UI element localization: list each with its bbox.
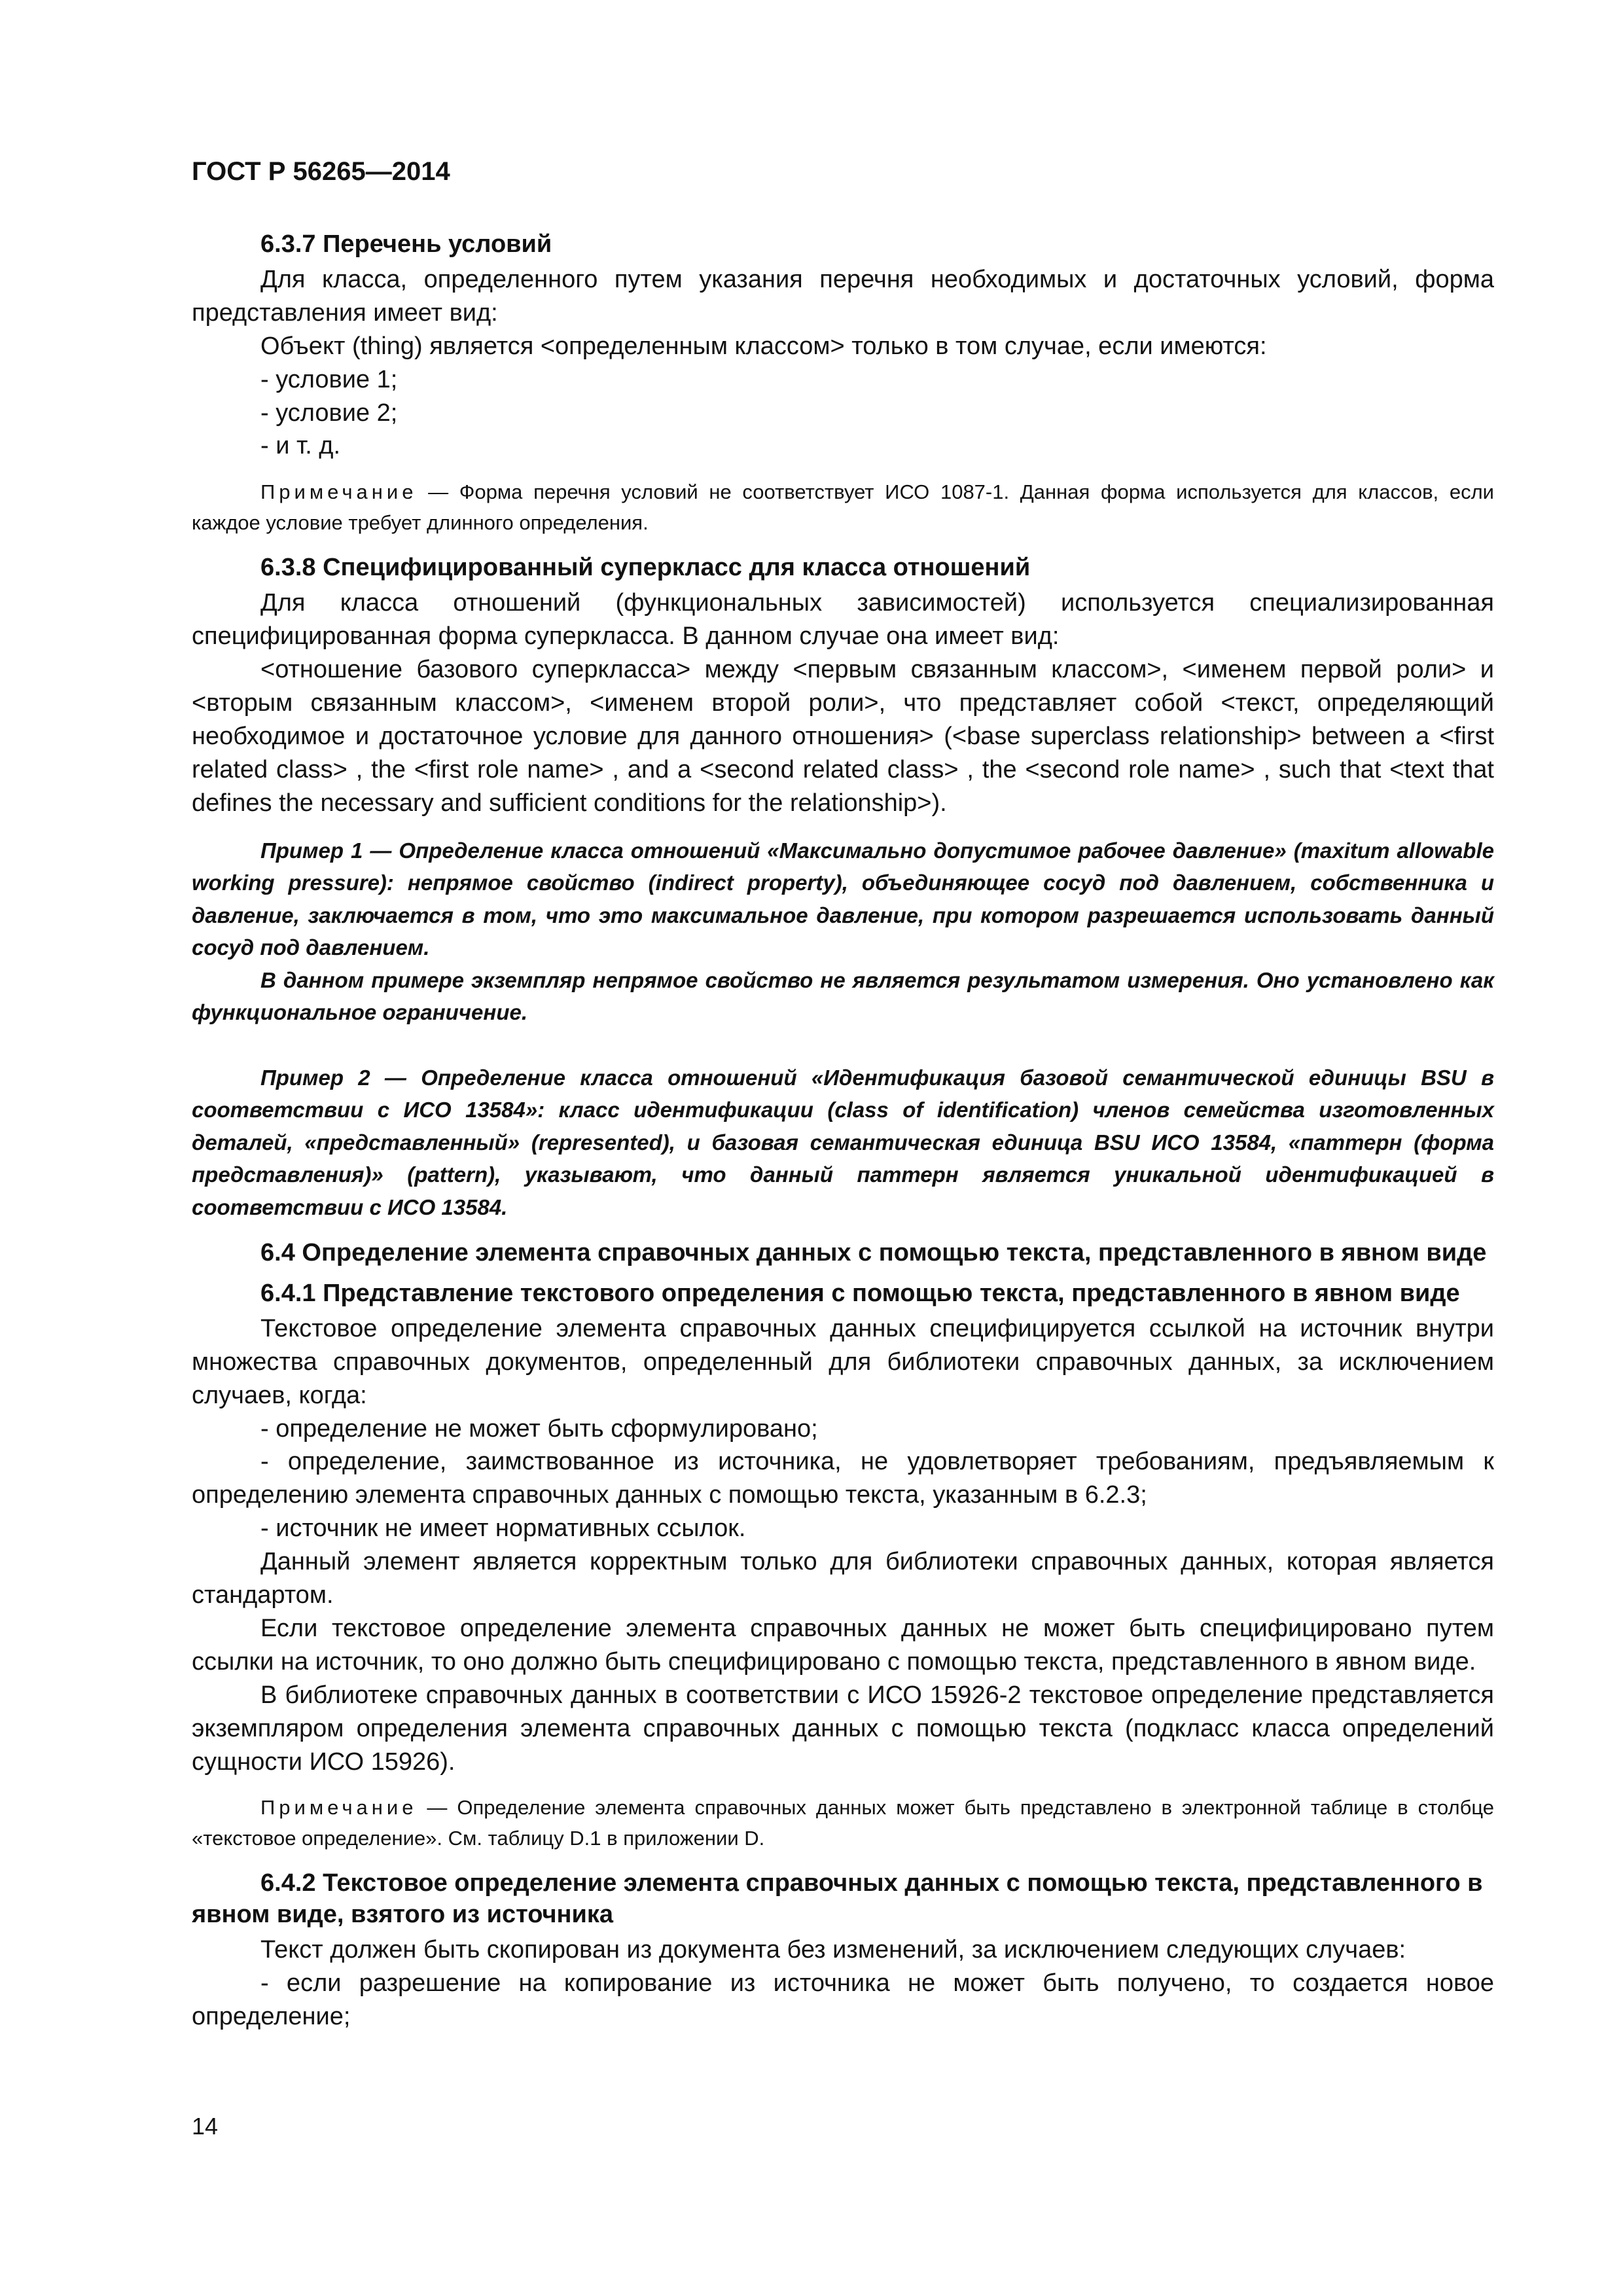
list-item: - условие 1; bbox=[260, 365, 398, 393]
note-label: Примечание bbox=[260, 480, 418, 504]
section-6-4-1-heading: 6.4.1 Представление текстового определения с помощью текста, представленного в явном виде bbox=[260, 1279, 1460, 1307]
page-number: 14 bbox=[192, 2113, 219, 2140]
note-label: Примечание bbox=[260, 1796, 418, 1820]
list-item: - определение не может быть сформулировано; bbox=[260, 1414, 818, 1443]
paragraph: Если текстовое определение элемента справочных данных не может быть специфицировано путем ссылки на источник, то оно должно быть специфицировано с помощью текста, представленного в явном виде. bbox=[192, 1614, 1494, 1676]
example-2: Пример 2 — Определение класса отношений «Идентификация базовой семантической единицы BSU в соответствии с ИСО 13584»: класс идентификации (class of identification) членов семейства изготовленных деталей, «представленный» (represented), и базовая семантическая единица BSU ИСО 13584, «паттерн (форма представления)» (pattern), указывают, что данный паттерн является уникальной идентификацией в соответствии с ИСО 13584. bbox=[192, 1065, 1494, 1219]
paragraph: Для класса отношений (функциональных зависимостей) используется специализированная специфицированная форма суперкласса. В данном случае она имеет вид: bbox=[192, 589, 1494, 651]
paragraph: Объект (thing) является <определенным классом> только в том случае, если имеются: bbox=[260, 332, 1267, 360]
list-item: - если разрешение на копирование из источника не может быть получено, то создается новое определение; bbox=[192, 1969, 1494, 2031]
document-header: ГОСТ Р 56265—2014 bbox=[192, 157, 450, 186]
paragraph: Для класса, определенного путем указания перечня необходимых и достаточных условий, форма представления имеет вид: bbox=[192, 265, 1494, 327]
paragraph: <отношение базового суперкласса> между <первым связанным классом>, <именем первой роли> и <вторым связанным классом>, <именем второй роли>, что представляет собой <текст, определяющий необходимое и достаточное условие для данного отношения> (<base superclass relationship> between a <first related class> , the <first role name> , and a <second related class> , the <second role name> , such that <text that defines the necessary and sufficient conditions for the relationship>). bbox=[192, 656, 1494, 817]
note bbox=[192, 477, 1494, 538]
list-item: - и т. д. bbox=[260, 432, 341, 460]
section-6-3-7-heading: 6.3.7 Перечень условий bbox=[260, 230, 552, 258]
paragraph: Текстовое определение элемента справочных данных специфицируется ссылкой на источник внутри множества справочных документов, определенный для библиотеки справочных данных, за исключением случаев, когда: bbox=[192, 1314, 1494, 1409]
list-item: - определение, заимствованное из источника, не удовлетворяет требованиям, предъявляемым к определению элемента справочных данных с помощью текста, указанным в 6.2.3; bbox=[192, 1448, 1494, 1509]
note bbox=[192, 1793, 1494, 1854]
paragraph: В библиотеке справочных данных в соответствии с ИСО 15926-2 текстовое определение представляется экземпляром определения элемента справочных данных с помощью текста (подкласс класса определений сущности ИСО 15926). bbox=[192, 1681, 1494, 1776]
section-6-4-heading: 6.4 Определение элемента справочных данных с помощью текста, представленного в явном виде bbox=[260, 1239, 1487, 1267]
note-text: — Определение элемента справочных данных может быть представлено в электронной таблице в столбце «текстовое определение». См. таблицу D.1 в приложении D. bbox=[192, 1796, 1494, 1850]
section-6-3-8-heading: 6.3.8 Специфицированный суперкласс для класса отношений bbox=[260, 554, 1031, 582]
list-item: - источник не имеет нормативных ссылок. bbox=[260, 1515, 746, 1543]
paragraph: Текст должен быть скопирован из документа без изменений, за исключением следующих случаев: bbox=[260, 1936, 1406, 1964]
example-1-continuation: В данном примере экземпляр непрямое свойство не является результатом измерения. Оно установлено как функциональное ограничение. bbox=[192, 967, 1494, 1025]
section-6-4-2-heading: 6.4.2 Текстовое определение элемента справочных данных с помощью текста, представленного в явном виде, взятого из источника bbox=[192, 1869, 1483, 1929]
paragraph: Данный элемент является корректным только для библиотеки справочных данных, которая является стандартом. bbox=[192, 1548, 1494, 1609]
page-body bbox=[192, 229, 1494, 2034]
note-text: — Форма перечня условий не соответствует ИСО 1087-1. Данная форма используется для классов, если каждое условие требует длинного определения. bbox=[192, 480, 1494, 534]
list-item: - условие 2; bbox=[260, 399, 398, 427]
example-1: Пример 1 — Определение класса отношений «Максимально допустимое рабочее давление» (maxitum allowable working pressure): непрямое свойство (indirect property), объединяющее сосуд под давлением, собственника и давление, заключается в том, что это максимальное давление, при котором разрешается использовать данный сосуд под давлением. bbox=[192, 838, 1494, 960]
